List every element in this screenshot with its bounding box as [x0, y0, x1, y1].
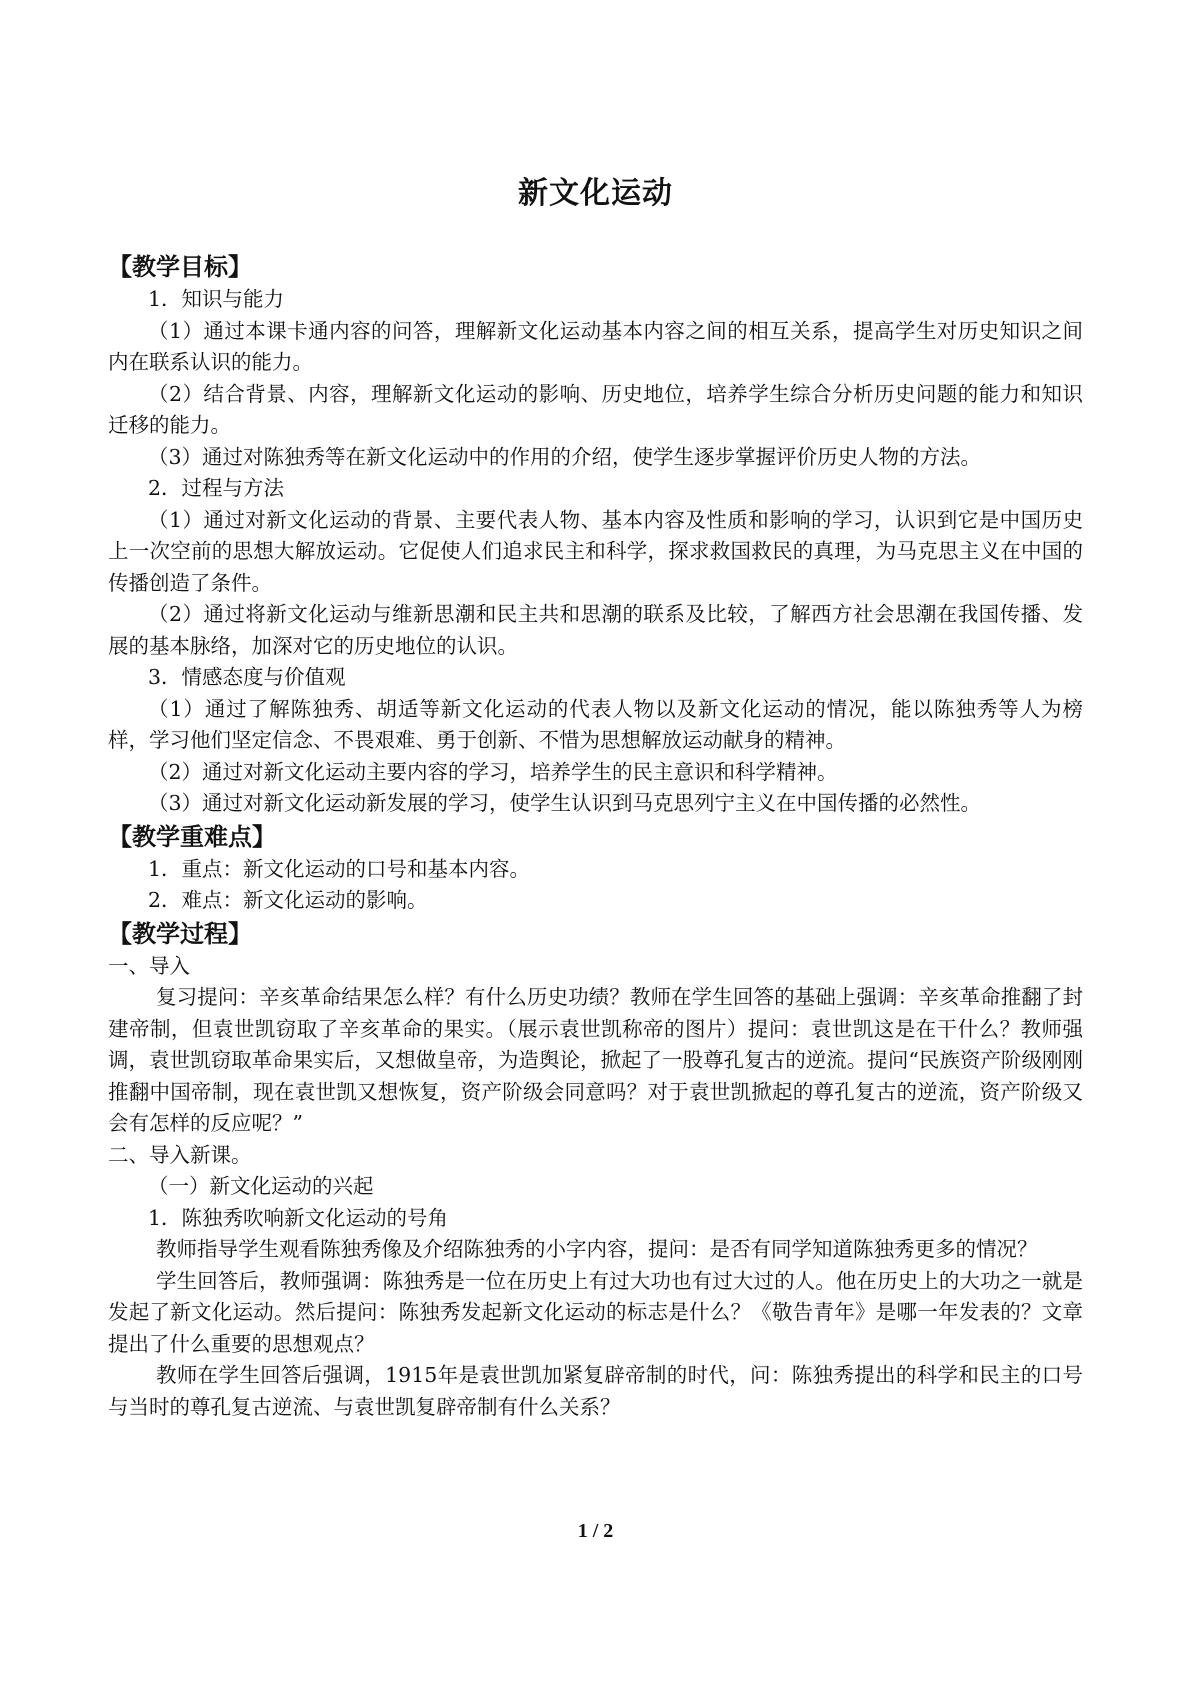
page-number: 1 / 2 [577, 1520, 614, 1542]
goal-heading-3: 3．情感态度与价值观 [148, 665, 346, 689]
process-paragraph: 教师指导学生观看陈独秀像及介绍陈独秀的小字内容，提问：是否有同学知道陈独秀更多的情况？ [156, 1237, 1038, 1261]
goal-heading-1: 1．知识与能力 [148, 287, 285, 311]
goal-item: （2）通过将新文化运动与维新思潮和民主共和思潮的联系及比较，了解西方社会思潮在我国传播、发展的基本脉络，加深对它的历史地位的认识。 [108, 602, 1083, 658]
goal-item: （1）通过了解陈独秀、胡适等新文化运动的代表人物以及新文化运动的情况，能以陈独秀等人为榜样，学习他们坚定信念、不畏艰难、勇于创新、不惜为思想解放运动献身的精神。 [108, 696, 1083, 752]
goal-item: （2）通过对新文化运动主要内容的学习，培养学生的民主意识和科学精神。 [148, 759, 838, 784]
page-title: 新文化运动 [518, 176, 673, 211]
goal-item: （1）通过本课卡通内容的问答，理解新文化运动基本内容之间的相互关系，提高学生对历史知识之间内在联系认识的能力。 [108, 318, 1083, 374]
process-paragraph: 学生回答后，教师强调：陈独秀是一位在历史上有过大功也有过大过的人。他在历史上的大功之一就是发起了新文化运动。然后提问：陈独秀发起新文化运动的标志是什么？《敬告青年》是哪一年发表的？文章提出了什么重要的思想观点？ [108, 1268, 1083, 1356]
process-paragraph: 复习提问：辛亥革命结果怎么样？有什么历史功绩？教师在学生回答的基础上强调：辛亥革命推翻了封建帝制，但袁世凯窃取了辛亥革命的果实。（展示袁世凯称帝的图片）提问：袁世凯这是在干什么？教师强调，袁世凯窃取革命果实后，又想做皇帝，为造舆论，掀起了一股尊孔复古的逆流。提问“民族资产阶级刚刚推翻中国帝制，现在袁世凯又想恢复，资产阶级会同意吗？对于袁世凯掀起的尊孔复古的逆流，资产阶级又会有怎样的反应呢？” [108, 985, 1083, 1135]
key-point-item: 1．重点：新文化运动的口号和基本内容。 [148, 856, 531, 881]
process-heading-1: 一、导入 [108, 953, 190, 978]
goal-heading-2: 2．过程与方法 [148, 476, 285, 500]
key-point-item: 2．难点：新文化运动的影响。 [148, 888, 428, 912]
process-heading-2: 二、导入新课。 [108, 1142, 252, 1167]
process-paragraph: 教师在学生回答后强调，1915年是袁世凯加紧复辟帝制的时代，问：陈独秀提出的科学和民主的口号与当时的尊孔复古逆流、与袁世凯复辟帝制有什么关系？ [108, 1363, 1083, 1419]
goal-item: （3）通过对陈独秀等在新文化运动中的作用的介绍，使学生逐步掌握评价历史人物的方法。 [148, 444, 982, 469]
section-heading-goals: 【教学目标】 [108, 253, 252, 281]
section-heading-key-points: 【教学重难点】 [108, 822, 276, 851]
process-subheading: （一）新文化运动的兴起 [148, 1174, 374, 1198]
process-item-heading: 1．陈独秀吹响新文化运动的号角 [148, 1205, 449, 1230]
document-body [108, 250, 1083, 1423]
goal-item: （3）通过对新文化运动新发展的学习，使学生认识到马克思列宁主义在中国传播的必然性。 [148, 791, 982, 815]
section-heading-process: 【教学过程】 [108, 919, 252, 948]
goal-item: （2）结合背景、内容，理解新文化运动的影响、历史地位，培养学生综合分析历史问题的能力和知识迁移的能力。 [108, 381, 1083, 437]
goal-item: （1）通过对新文化运动的背景、主要代表人物、基本内容及性质和影响的学习，认识到它是中国历史上一次空前的思想大解放运动。它促使人们追求民主和科学，探求救国救民的真理，为马克思主义在中国的传播创造了条件。 [108, 507, 1083, 595]
